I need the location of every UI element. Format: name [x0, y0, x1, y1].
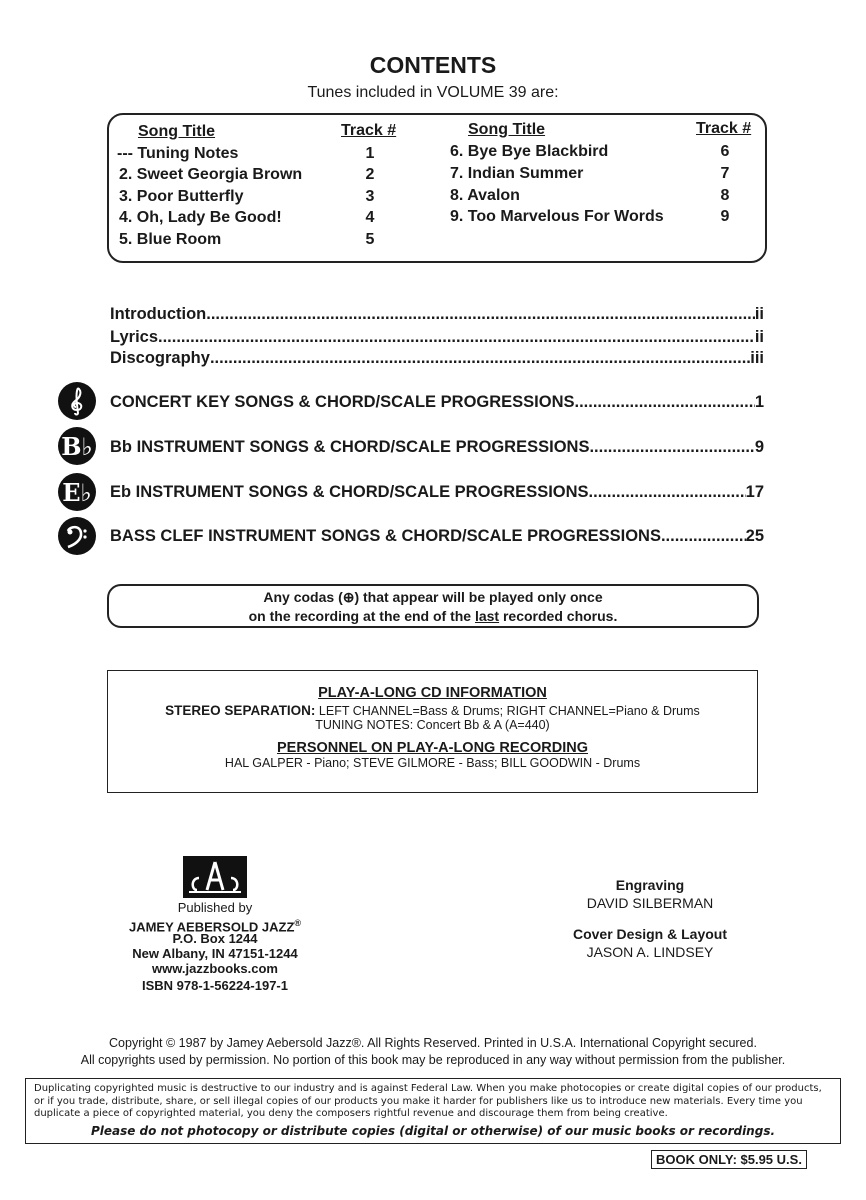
song-title-header-right: Song Title — [468, 121, 546, 138]
track-number: 7 — [720, 165, 730, 182]
toc-introduction — [110, 305, 764, 324]
track-number: 3 — [365, 188, 375, 205]
song-item: --- Tuning Notes — [117, 145, 239, 162]
copyright-line2: All copyrights used by permission. No portion of this book may be reproduced in any way without permission from the publisher. — [80, 1053, 786, 1067]
b-flat-icon: B♭ — [58, 427, 96, 465]
section-label: Eb INSTRUMENT SONGS & CHORD/SCALE PROGRESSIONS — [110, 483, 589, 501]
cd-info-heading: PLAY-A-LONG CD INFORMATION — [318, 685, 547, 701]
publisher-address1: P.O. Box 1244 — [172, 931, 258, 946]
leader-dots — [589, 438, 754, 457]
page-subtitle: Tunes included in VOLUME 39 are: — [307, 84, 559, 101]
engraving-name: DAVID SILBERMAN — [586, 895, 714, 911]
leader-dots — [589, 483, 746, 502]
track-number: 1 — [365, 145, 375, 162]
coda-note-line2: on the recording at the end of the last recorded chorus. — [248, 608, 618, 624]
cd-info-box — [107, 670, 758, 793]
e-flat-icon: E♭ — [58, 473, 96, 511]
song-item: 5. Blue Room — [119, 231, 222, 248]
leader-dots — [210, 349, 750, 368]
publisher-website: www.jazzbooks.com — [152, 961, 278, 976]
section-bass-clef — [110, 527, 764, 546]
cover-design-label: Cover Design & Layout — [572, 926, 728, 942]
track-number: 5 — [365, 231, 375, 248]
song-title-header-left: Song Title — [138, 123, 216, 140]
song-item: 7. Indian Summer — [450, 165, 584, 182]
section-page: 25 — [745, 527, 764, 545]
section-label: Bb INSTRUMENT SONGS & CHORD/SCALE PROGRESSIONS — [110, 438, 590, 456]
track-number: 4 — [365, 209, 375, 226]
price-tag: BOOK ONLY: $5.95 U.S. — [651, 1150, 807, 1169]
leader-dots — [206, 305, 755, 324]
song-item: 2. Sweet Georgia Brown — [119, 166, 303, 183]
section-page: 17 — [745, 483, 764, 501]
toc-page: iii — [750, 349, 764, 367]
leader-dots — [661, 527, 746, 546]
leader-dots — [575, 393, 755, 412]
track-number: 2 — [365, 166, 375, 183]
warning-bold-text: Please do not photocopy or distribute copies (digital or otherwise) of our music books or recordings. — [90, 1123, 776, 1138]
song-item: 3. Poor Butterfly — [119, 188, 244, 205]
track-number: 9 — [720, 208, 730, 225]
section-eb-instrument — [110, 483, 764, 502]
treble-clef-icon — [58, 382, 96, 420]
published-by: Published by — [177, 900, 253, 915]
publisher-name: JAMEY AEBERSOLD JAZZ® — [128, 918, 302, 935]
stereo-separation: STEREO SEPARATION: LEFT CHANNEL=Bass & Drums; RIGHT CHANNEL=Piano & Drums — [165, 703, 700, 718]
personnel-list: HAL GALPER - Piano; STEVE GILMORE - Bass; BILL GOODWIN - Drums — [224, 756, 641, 770]
tuning-notes: TUNING NOTES: Concert Bb & A (A=440) — [315, 718, 550, 732]
coda-note-box — [107, 584, 759, 628]
section-bb-instrument — [110, 438, 764, 457]
section-page: 9 — [754, 438, 764, 456]
copyright-warning-box — [25, 1078, 841, 1144]
section-label: CONCERT KEY SONGS & CHORD/SCALE PROGRESSIONS — [110, 393, 575, 411]
section-concert-key — [110, 393, 764, 412]
track-header-left: Track # — [341, 122, 397, 139]
song-item: 9. Too Marvelous For Words — [450, 208, 664, 225]
toc-label: Discography — [110, 349, 210, 367]
song-item: 6. Bye Bye Blackbird — [450, 143, 609, 160]
copyright-line1: Copyright © 1987 by Jamey Aebersold Jazz®. All Rights Reserved. Printed in U.S.A. International Copyright secured. — [109, 1036, 757, 1050]
section-label: BASS CLEF INSTRUMENT SONGS & CHORD/SCALE PROGRESSIONS — [110, 527, 661, 545]
warning-text: Duplicating copyrighted music is destructive to our industry and is against Federal Law. When you make photocopies or create digital copies of our products, or if you trade, distribute, share, or sell illegal copies of our products you make it harder for publishers like us to introduce new materials. Every time you duplicate a piece of copyrighted material, you deny the composers rightful revenue and discourage them from being creative. — [34, 1083, 822, 1119]
isbn: ISBN 978-1-56224-197-1 — [142, 978, 288, 993]
page-title: CONTENTS — [369, 52, 497, 78]
section-page: 1 — [754, 393, 764, 411]
personnel-heading: PERSONNEL ON PLAY-A-LONG RECORDING — [277, 740, 588, 756]
song-item: 4. Oh, Lady Be Good! — [119, 209, 282, 226]
publisher-address2: New Albany, IN 47151-1244 — [132, 946, 298, 961]
toc-lyrics — [110, 328, 764, 347]
song-item: 8. Avalon — [450, 187, 520, 204]
leader-dots — [158, 328, 755, 347]
cover-design-name: JASON A. LINDSEY — [586, 944, 714, 960]
jamey-aebersold-logo — [183, 856, 247, 898]
engraving-label: Engraving — [615, 877, 685, 893]
toc-discography — [110, 349, 764, 368]
coda-note-line1: Any codas (⊕) that appear will be played only once — [263, 589, 603, 605]
toc-label: Lyrics — [110, 328, 159, 346]
bass-clef-icon — [58, 517, 96, 555]
track-number: 6 — [720, 143, 730, 160]
toc-page: ii — [754, 328, 764, 346]
toc-page: ii — [754, 305, 764, 323]
track-header-right: Track # — [696, 120, 752, 137]
track-number: 8 — [720, 187, 730, 204]
toc-label: Introduction — [110, 305, 207, 323]
